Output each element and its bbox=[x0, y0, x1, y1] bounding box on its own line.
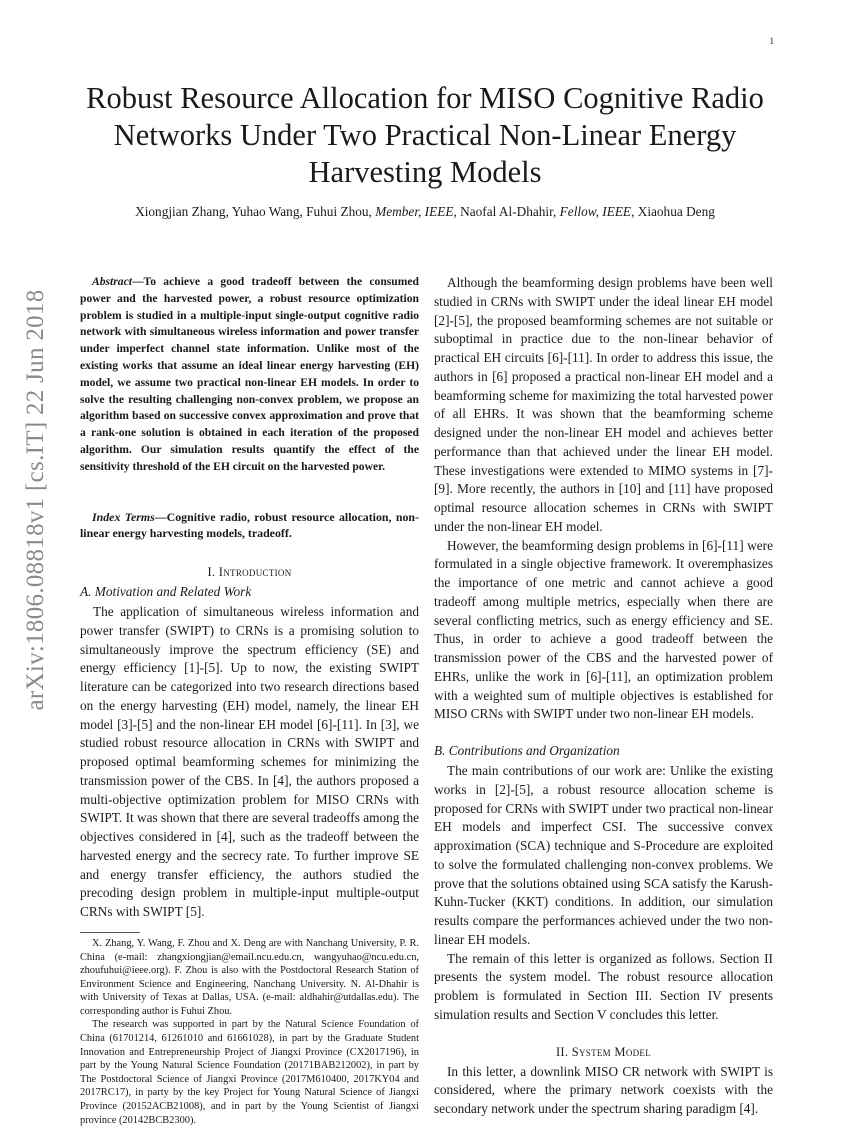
footnote-affiliations: X. Zhang, Y. Wang, F. Zhou and X. Deng are with Nanchang University, P. R. China (e-mail: zhangxiongjian@email.ncu.edu.cn, wangyuhao@ncu.edu.cn, zhoufuhui@ieee.org). F. Zhou is also with the Postdoctoral Research Station of Environment Science and Engineering, Nanchang University. N. Al-Dhahir is with University of Texas at Dallas, USA. (e-mail: aldhahir@utdallas.edu). The corresponding author is Fuhui Zhou. bbox=[80, 937, 419, 1017]
paragraph: Although the beamforming design problems have been well studied in CRNs with SWIPT under the ideal linear EH model [2]-[5], the proposed beamforming schemes are not suitable or suboptimal in practice due to the non-linear behavior of practical EH circuits [6]-[11]. In order to address this issue, the authors in [6] proposed a practical non-linear EH model and a beamforming scheme for maximizing the total harvested power of all EHRs. It was shown that the beamforming scheme designed under the non-linear EH model and achieves better performance than that achieved under the linear EH model. These investigations were extended to MIMO systems in [7]-[9]. More recently, the authors in [10] and [11] have proposed optimal resource allocation schemes in CRNs with SWIPT under the non-linear EH model. bbox=[434, 275, 773, 534]
subsection-heading: B. Contributions and Organization bbox=[434, 743, 620, 758]
author-names: , Xiaohua Deng bbox=[631, 204, 715, 219]
paper-title: Robust Resource Allocation for MISO Cognitive Radio Networks Under Two Practical Non-Linear Energy Harvesting Models bbox=[86, 81, 764, 189]
author-list bbox=[40, 203, 810, 220]
paragraph: The main contributions of our work are: Unlike the existing works in [2]-[5], a robust resource allocation scheme is proposed for CRNs with SWIPT under two practical non-linear EH models and imperfect CSI. The successive convex approximation (SCA) technique and S-Procedure are exploited to solve the formulated challenging non-convex problems. We prove that the solutions obtained using SCA satisfy the Karush-Kuhn-Tucker (KKT) conditions. In addition, our simulation results compare the performances achieved under the two non-linear EH models. bbox=[434, 763, 773, 947]
membership: Member, IEEE bbox=[375, 204, 454, 219]
footnote-divider bbox=[80, 932, 140, 933]
abstract-label: Abstract bbox=[92, 275, 132, 288]
section-heading: I. Introduction bbox=[207, 565, 292, 580]
paragraph: However, the beamforming design problems in [6]-[11] were formulated in a single objective framework. It overemphasizes the importance of one metric and cannot achieve a good tradeoff among multiple metrics, especially when there are several conflicting metrics, such as energy efficiency and SE. Thus, in order to achieve a good tradeoff between the transmission power of the CBS and the harvested power of EHRs, unlike the work in [6]-[11], an optimization problem with a weighted sum of multiple objectives is established for MISO CRNs with SWIPT under two non-linear EH models. bbox=[434, 537, 773, 722]
footnote-funding: The research was supported in part by the Natural Science Foundation of China (61701214, 61261010 and 61661028), in part by the Graduate Student Innovation and Entrepreneurship Project of Jiangxi Province (CX2017196), in part by the Young Natural Science Foundation (20171BAB212002), in part by The Postdoctoral Science of Jiangxi Province (2017M610400, 2017KY04 and 2017RC17), in party by the key Project for Young Natural Science of Jiangxi Province (20152ACB21008), and in part by the Young Scientist of Jiangxi province (20142BCB2300). bbox=[80, 1019, 419, 1126]
arxiv-stamp: arXiv:1806.08818v1 [cs.IT] 22 Jun 2018 bbox=[22, 289, 49, 711]
two-column-body bbox=[80, 274, 850, 1147]
subsection-heading: A. Motivation and Related Work bbox=[80, 584, 252, 600]
paragraph: The application of simultaneous wireless information and power transfer (SWIPT) to CRNs is a promising solution to simultaneously improve the spectrum efficiency (SE) and energy efficiency [1]-[5]. Up to now, the existing SWIPT literature can be categorized into two research directions based on the energy harvesting (EH) model, namely, the linear EH model [3]-[5] and the non-linear EH model [6]-[11]. In [3], we studied robust resource allocation in CRNs with SWIPT and proposed optimal beamforming schemes for minimizing the transmission power of the CBS. In [4], the authors proposed a multi-objective optimization problem for MISO CRNs with SWIPT. It was shown that there are several tradeoffs among the objectives considered in [4], such as the tradeoff between the harvested energy and the secrecy rate. To further improve SE and energy transfer efficiency, the authors studied the precoding design problem in multiple-input multiple-output CRNs with SWIPT [5]. bbox=[80, 604, 419, 920]
index-terms-label: Index Terms bbox=[92, 509, 155, 524]
abstract-text: —To achieve a good tradeoff between the consumed power and the harvested power, a robust resource optimization problem is studied in a multiple-input single-output cognitive radio network with simultaneous wireless information and power transfer under imperfect channel state information. Unlike most of the existing works that assume an ideal linear energy harvesting (EH) model, we assume two practical non-linear EH models. In order to solve the resulting challenging non-convex problem, we propose an algorithm based on successive convex approximation and prove that a rank-one solution is obtained in each iteration of the proposed algorithm. Our simulation results quantify the effect of the sensitivity threshold of the EH circuit on the harvested power. bbox=[80, 275, 419, 473]
right-column bbox=[434, 274, 773, 1147]
author-names: , Naofal Al-Dhahir, bbox=[453, 204, 557, 219]
paragraph: In this letter, a downlink MISO CR network with SWIPT is considered, where the primary network coexists with the secondary network under the spectrum sharing paradigm [4]. bbox=[434, 1063, 773, 1116]
paragraph: The remain of this letter is organized as follows. Section II presents the system model. The robust resource allocation problem is formulated in Section III. Section IV presents simulation results and Section V concludes this letter. bbox=[434, 950, 773, 1022]
author-names: Xiongjian Zhang, Yuhao Wang, Fuhui Zhou, bbox=[135, 204, 372, 219]
section-heading: II. System Model bbox=[555, 1044, 652, 1059]
index-terms bbox=[80, 509, 419, 543]
left-column bbox=[80, 274, 419, 1147]
abstract bbox=[80, 274, 419, 476]
membership: Fellow, IEEE bbox=[559, 204, 632, 219]
index-terms-text: —Cognitive radio, robust resource allocation, non-linear energy harvesting models, tradeoff. bbox=[80, 509, 419, 541]
page-number: 1 bbox=[769, 36, 774, 46]
footnotes bbox=[80, 922, 419, 1147]
